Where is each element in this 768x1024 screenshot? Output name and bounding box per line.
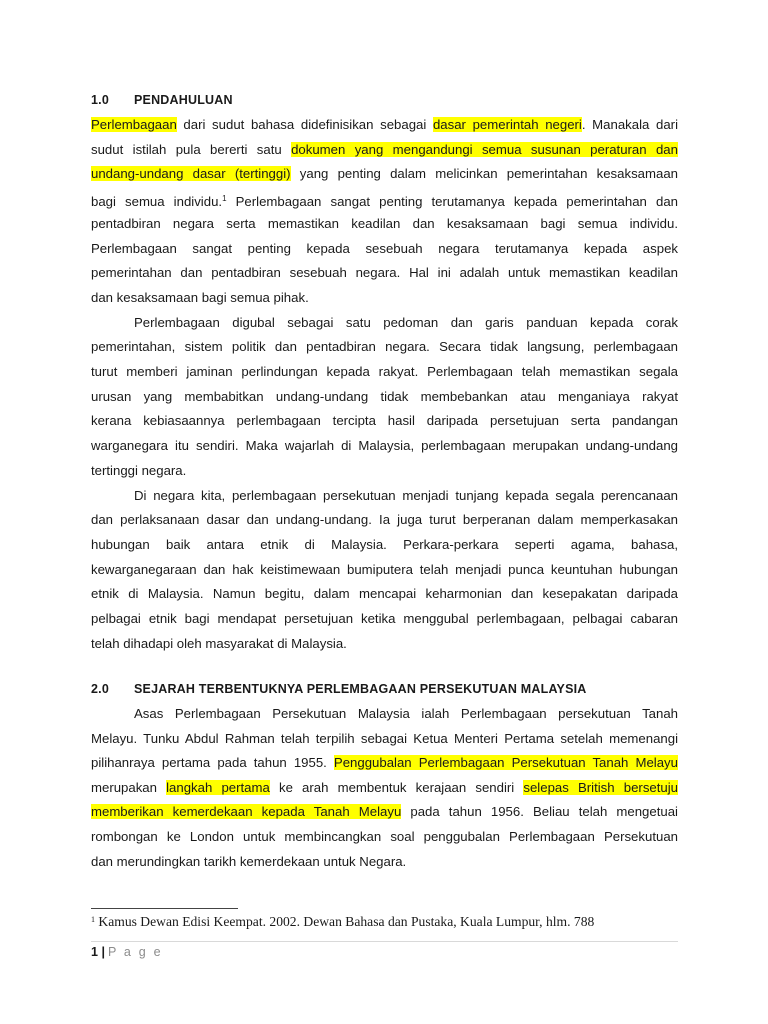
paragraph-line bbox=[91, 586, 678, 602]
text-run: hubungan baik antara etnik di Malaysia. Perkara-perkara seperti agama, bahasa, bbox=[91, 536, 678, 552]
highlighted-text: Penggubalan Perlembagaan Persekutuan Tanah Melayu bbox=[333, 755, 678, 771]
paragraph-line bbox=[91, 117, 678, 133]
paragraph-line bbox=[91, 389, 678, 405]
paragraph-line bbox=[91, 755, 678, 771]
text-run: kerana kebiasaannya perlembagaan tercipta hasil daripada persetujuan serta pandangan bbox=[91, 413, 678, 429]
paragraph-line bbox=[91, 265, 678, 281]
text-run: Asas Perlembagaan Persekutuan Malaysia ialah Perlembagaan persekutuan Tanah bbox=[134, 706, 678, 721]
paragraph-line bbox=[91, 364, 678, 380]
paragraph-line bbox=[91, 142, 678, 158]
footnote-marker: 1 bbox=[91, 915, 95, 924]
paragraph-line bbox=[91, 438, 678, 454]
section-title: SEJARAH TERBENTUKNYA PERLEMBAGAAN PERSEKUTUAN MALAYSIA bbox=[134, 682, 587, 696]
text-run: Perlembagaan digubal sebagai satu pedoman dan garis panduan kepada corak bbox=[134, 314, 678, 330]
text-run: pemerintahan, sistem politik dan pentadbiran negara. Secara tidak langsung, perlembagaan bbox=[91, 339, 678, 355]
paragraph-line bbox=[91, 854, 678, 870]
text-run: turut memberi jaminan perlindungan kepada rakyat. Perlembagaan telah memastikan segala bbox=[91, 364, 678, 379]
page-footer bbox=[91, 945, 163, 959]
text-run: sudut istilah pula bererti satu bbox=[91, 141, 292, 157]
paragraph-line bbox=[91, 339, 678, 355]
paragraph-line bbox=[91, 562, 678, 578]
text-run: Perlembagaan sangat penting terutamanya kepada pemerintahan dan bbox=[226, 194, 678, 210]
paragraph-line bbox=[91, 463, 678, 479]
paragraph-line bbox=[91, 804, 678, 820]
paragraph-line bbox=[91, 611, 678, 627]
text-run: kewarganegaraan dan hak keistimewaan bumiputera telah menjadi punca keuntuhan hubungan bbox=[91, 561, 678, 577]
highlighted-text: langkah pertama bbox=[166, 779, 270, 795]
footnote-separator bbox=[91, 908, 238, 909]
text-run: pemerintahan dan pentadbiran sesebuah negara. Hal ini adalah untuk memastikan keadilan bbox=[91, 265, 678, 281]
section-title: PENDAHULUAN bbox=[134, 93, 233, 107]
text-run: pelbagai etnik bagi mendapat persetujuan ketika menggubal perlembagaan, pelbagai cabaran bbox=[91, 611, 678, 626]
text-run: dan perlaksanaan dasar dan undang-undang. Ia juga turut berperanan dalam memperkasakan bbox=[91, 512, 678, 528]
footer-rule bbox=[91, 941, 678, 942]
highlighted-text: dokumen yang mengandungi semua susunan peraturan dan bbox=[291, 141, 678, 157]
paragraph-line bbox=[91, 512, 678, 528]
text-run: pilihanraya pertama pada tahun 1955. bbox=[91, 755, 334, 771]
text-run: yang penting dalam melicinkan pemerintahan kesaksamaan bbox=[290, 166, 678, 182]
section-number: 1.0 bbox=[91, 93, 109, 107]
paragraph-line bbox=[91, 636, 678, 652]
paragraph-line bbox=[91, 780, 678, 796]
highlighted-text: dasar pemerintah negeri bbox=[432, 117, 582, 132]
highlighted-text: selepas British bersetuju bbox=[523, 779, 679, 795]
text-run: pada tahun 1956. Beliau telah mengetuai bbox=[401, 804, 678, 820]
text-run: . Manakala dari bbox=[581, 117, 678, 132]
text-run: urusan yang membabitkan undang-undang tidak membebankan atau menganiaya rakyat bbox=[91, 388, 678, 404]
page-label: P a g e bbox=[107, 945, 163, 959]
paragraph-line bbox=[91, 191, 678, 210]
text-run: Melayu. Tunku Abdul Rahman telah terpilih sebagai Ketua Menteri Pertama setelah memenangi bbox=[91, 730, 678, 746]
paragraph-line bbox=[91, 706, 678, 722]
section-number: 2.0 bbox=[91, 682, 109, 696]
text-run: telah dihadapi oleh masyarakat di Malaysia. bbox=[91, 635, 347, 651]
paragraph-line bbox=[91, 829, 678, 845]
text-run: ke arah membentuk kerajaan sendiri bbox=[269, 779, 524, 795]
section-heading-1 bbox=[91, 93, 233, 107]
page-separator: | bbox=[101, 945, 105, 959]
paragraph-line bbox=[91, 241, 678, 257]
paragraph-line bbox=[91, 216, 678, 232]
text-run: etnik di Malaysia. Namun begitu, dalam mencapai keharmonian dan kesepakatan daripada bbox=[91, 586, 678, 602]
paragraph-line bbox=[91, 537, 678, 553]
footnote-reference: 1 bbox=[222, 194, 227, 204]
text-run: dari sudut bahasa didefinisikan sebagai bbox=[176, 117, 433, 132]
paragraph-line bbox=[91, 315, 678, 331]
paragraph-line bbox=[91, 413, 678, 429]
paragraph-line bbox=[91, 731, 678, 747]
highlighted-text: undang-undang dasar (tertinggi) bbox=[91, 166, 291, 182]
text-run: dan merundingkan tarikh kemerdekaan untuk Negara. bbox=[91, 853, 407, 869]
text-run: warganegara itu sendiri. Maka wajarlah di Malaysia, perlembagaan merupakan undang-undang bbox=[91, 438, 678, 454]
text-run: tertinggi negara. bbox=[91, 462, 187, 478]
footnote bbox=[91, 914, 594, 930]
page-number: 1 bbox=[91, 945, 98, 959]
text-run: dan kesaksamaan bagi semua pihak. bbox=[91, 289, 309, 305]
text-run: Perlembagaan sangat penting kepada sesebuah negara terutamanya kepada aspek bbox=[91, 240, 678, 256]
text-run: pentadbiran negara serta memastikan keadilan dan kesaksamaan bagi semua individu. bbox=[91, 215, 678, 231]
paragraph-line bbox=[91, 290, 678, 306]
text-run: merupakan bbox=[91, 779, 167, 795]
section-heading-2 bbox=[91, 682, 587, 696]
paragraph-line bbox=[91, 488, 678, 504]
highlighted-text: Perlembagaan bbox=[91, 117, 177, 132]
highlighted-text: memberikan kemerdekaan kepada Tanah Melayu bbox=[91, 804, 402, 820]
text-run: Di negara kita, perlembagaan persekutuan menjadi tunjang kepada segala perencanaan bbox=[134, 487, 678, 503]
footnote-text: Kamus Dewan Edisi Keempat. 2002. Dewan Bahasa dan Pustaka, Kuala Lumpur, hlm. 788 bbox=[95, 914, 595, 929]
text-run: rombongan ke London untuk membincangkan soal penggubalan Perlembagaan Persekutuan bbox=[91, 829, 678, 844]
paragraph-line bbox=[91, 166, 678, 182]
text-run: bagi semua individu. bbox=[91, 194, 223, 210]
